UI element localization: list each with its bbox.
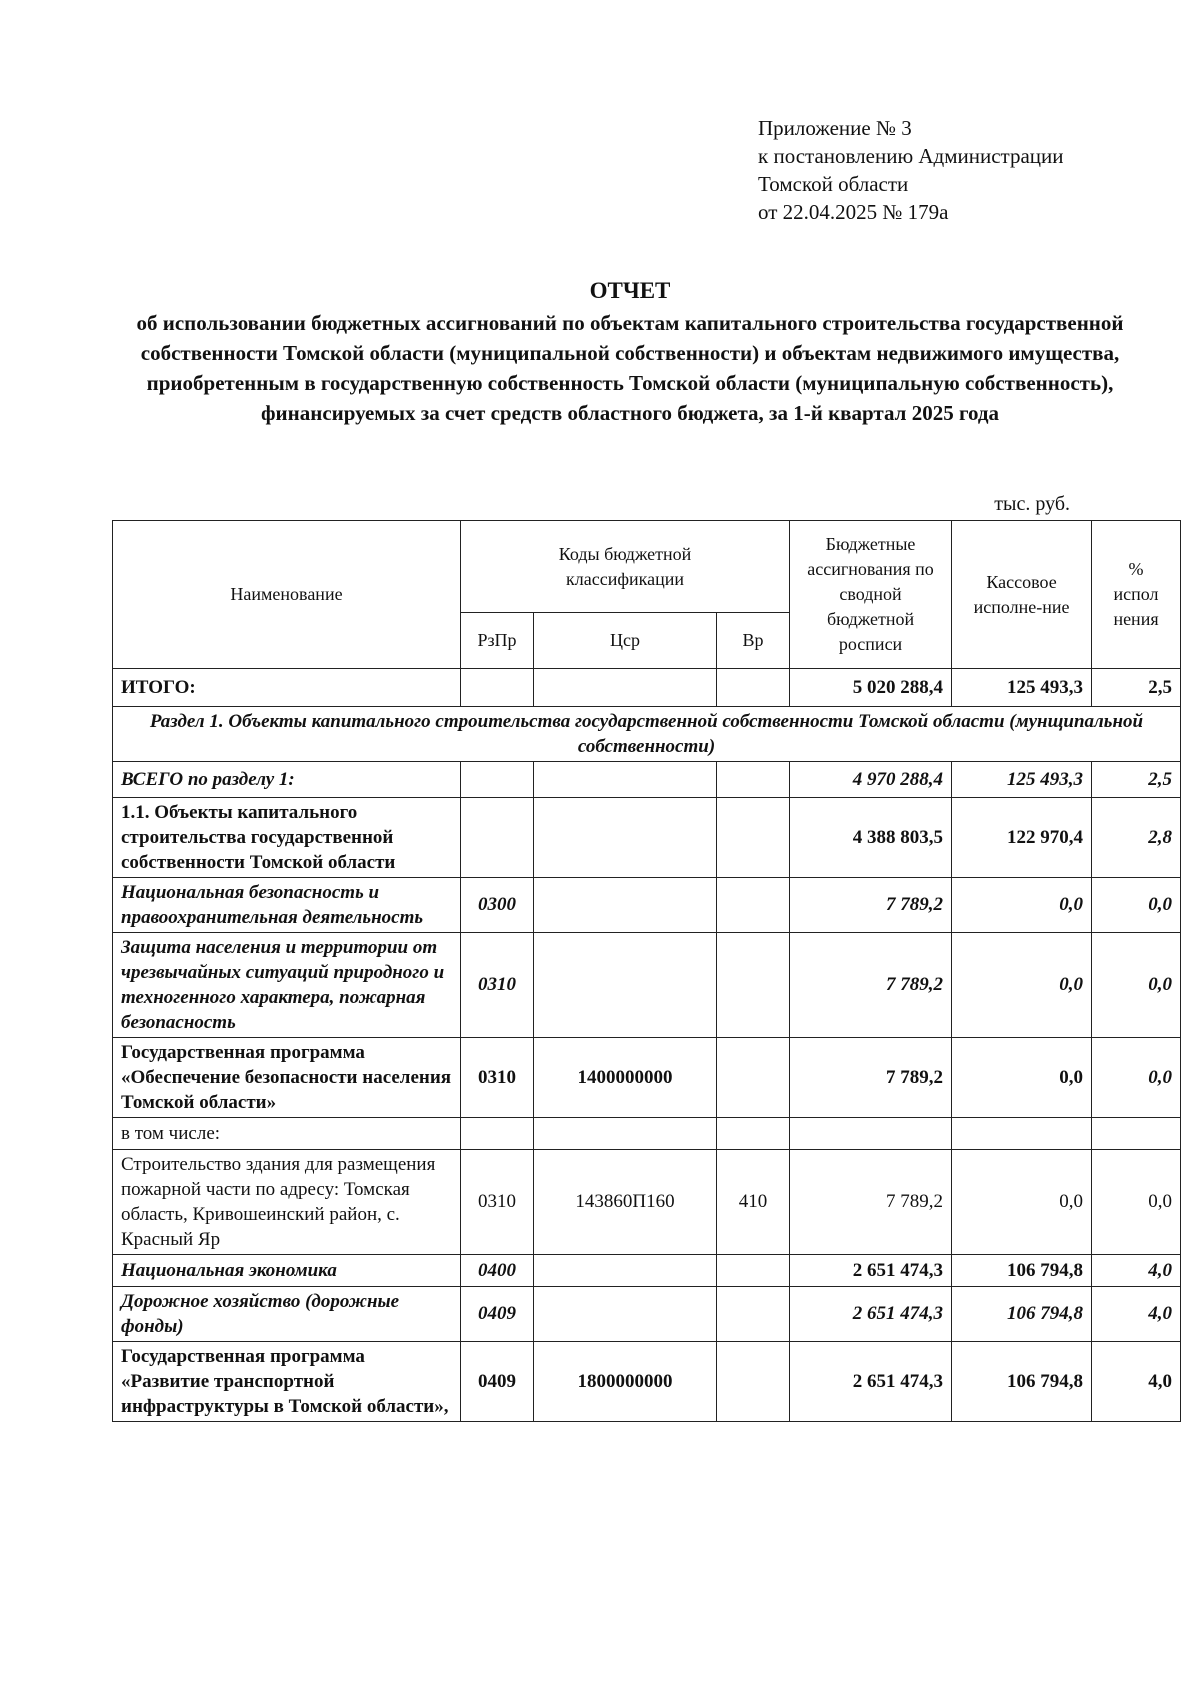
document-subtitle: об использовании бюджетных ассигнований по объектам капитального строительства государственной собственности Томской области (муниципальной собственности) и объектам недвижимого имущества, приобретенным в государственную собственность Томской области (муниципальную собственность), финансируемых за счет средств областного бюджета, за 1-й квартал 2025 года [136,311,1124,425]
row-csr [534,1287,717,1342]
row-name: Строительство здания для размещения пожарной части по адресу: Томская область, Кривошеинский район, с. Красный Яр [113,1150,461,1255]
header-percent: % испол нения [1092,521,1181,669]
row-vr [717,669,790,707]
row-cash: 0,0 [952,1150,1092,1255]
title-block [110,276,1150,428]
row-budget: 2 651 474,3 [790,1255,952,1287]
row-csr [534,1118,717,1150]
row-vr: 410 [717,1150,790,1255]
row-name: Государственная программа «Развитие транспортной инфраструктуры в Томской области», [113,1342,461,1422]
document-title: ОТЧЕТ [589,278,671,303]
appendix-line: от 22.04.2025 № 179а [758,200,949,224]
row-cash: 106 794,8 [952,1287,1092,1342]
row-budget: 2 651 474,3 [790,1342,952,1422]
header-rzpr: РзПр [461,613,534,669]
row-cash [952,1118,1092,1150]
row-pct: 4,0 [1092,1287,1181,1342]
row-rzpr: 0310 [461,1150,534,1255]
table-row [113,1255,1181,1287]
row-name: в том числе: [113,1118,461,1150]
table-row [113,1118,1181,1150]
header-csr: Цср [534,613,717,669]
row-name: Государственная программа «Обеспечение безопасности населения Томской области» [113,1038,461,1118]
row-csr [534,933,717,1038]
table-row [113,878,1181,933]
table-row [113,798,1181,878]
row-rzpr [461,762,534,798]
row-budget: 7 789,2 [790,1038,952,1118]
table-row [113,762,1181,798]
table-row [113,1150,1181,1255]
row-vr [717,1118,790,1150]
row-pct: 2,8 [1092,798,1181,878]
row-cash: 106 794,8 [952,1255,1092,1287]
row-rzpr: 0400 [461,1255,534,1287]
row-vr [717,798,790,878]
row-pct [1092,1118,1181,1150]
row-budget: 4 970 288,4 [790,762,952,798]
row-cash: 0,0 [952,933,1092,1038]
row-cash: 106 794,8 [952,1342,1092,1422]
row-csr [534,798,717,878]
row-name: Национальная экономика [113,1255,461,1287]
row-csr [534,762,717,798]
table-row [113,1038,1181,1118]
row-budget: 7 789,2 [790,1150,952,1255]
row-vr [717,1038,790,1118]
appendix-line: Томской области [758,172,909,196]
row-name: ВСЕГО по разделу 1: [113,762,461,798]
row-csr [534,1255,717,1287]
row-cash: 0,0 [952,1038,1092,1118]
table-row [113,669,1181,707]
row-csr [534,669,717,707]
row-rzpr [461,798,534,878]
row-vr [717,1287,790,1342]
row-pct: 4,0 [1092,1255,1181,1287]
row-vr [717,878,790,933]
header-name: Наименование [113,521,461,669]
row-cash: 0,0 [952,878,1092,933]
row-pct: 2,5 [1092,669,1181,707]
row-cash: 122 970,4 [952,798,1092,878]
header-cash: Кассовое исполне-ние [952,521,1092,669]
row-budget: 4 388 803,5 [790,798,952,878]
row-cash: 125 493,3 [952,762,1092,798]
appendix-line: Приложение № 3 [758,116,912,140]
row-csr: 1800000000 [534,1342,717,1422]
row-pct: 0,0 [1092,1038,1181,1118]
row-vr [717,1342,790,1422]
row-csr: 143860П160 [534,1150,717,1255]
appendix-line: к постановлению Администрации [758,144,1064,168]
row-rzpr: 0300 [461,878,534,933]
header-budget: Бюджетные ассигнования по сводной бюджетной росписи [790,521,952,669]
row-rzpr: 0409 [461,1342,534,1422]
row-rzpr [461,669,534,707]
row-vr [717,933,790,1038]
row-rzpr: 0310 [461,933,534,1038]
section-row [113,707,1181,762]
row-name: 1.1. Объекты капитального строительства государственной собственности Томской области [113,798,461,878]
row-rzpr: 0409 [461,1287,534,1342]
row-pct: 2,5 [1092,762,1181,798]
table-row [113,1342,1181,1422]
row-name: Защита населения и территории от чрезвычайных ситуаций природного и техногенного характера, пожарная безопасность [113,933,461,1038]
table-row [113,1287,1181,1342]
appendix-block [758,114,1064,226]
row-pct: 4,0 [1092,1342,1181,1422]
row-name: ИТОГО: [113,669,461,707]
row-budget: 2 651 474,3 [790,1287,952,1342]
row-vr [717,762,790,798]
table-row [113,933,1181,1038]
row-pct: 0,0 [1092,933,1181,1038]
units-label: тыс. руб. [994,493,1070,515]
row-pct: 0,0 [1092,878,1181,933]
header-vr: Вр [717,613,790,669]
row-vr [717,1255,790,1287]
row-csr [534,878,717,933]
row-budget: 7 789,2 [790,933,952,1038]
row-cash: 125 493,3 [952,669,1092,707]
row-name: Дорожное хозяйство (дорожные фонды) [113,1287,461,1342]
report-table [112,520,1181,1422]
row-budget: 7 789,2 [790,878,952,933]
row-pct: 0,0 [1092,1150,1181,1255]
header-codes: Коды бюджетной классификации [461,521,790,613]
row-rzpr [461,1118,534,1150]
row-budget: 5 020 288,4 [790,669,952,707]
row-csr: 1400000000 [534,1038,717,1118]
row-budget [790,1118,952,1150]
section-title: Раздел 1. Объекты капитального строительства государственной собственности Томской области (мунщипальной собственности) [113,707,1181,762]
row-rzpr: 0310 [461,1038,534,1118]
row-name: Национальная безопасность и правоохранительная деятельность [113,878,461,933]
